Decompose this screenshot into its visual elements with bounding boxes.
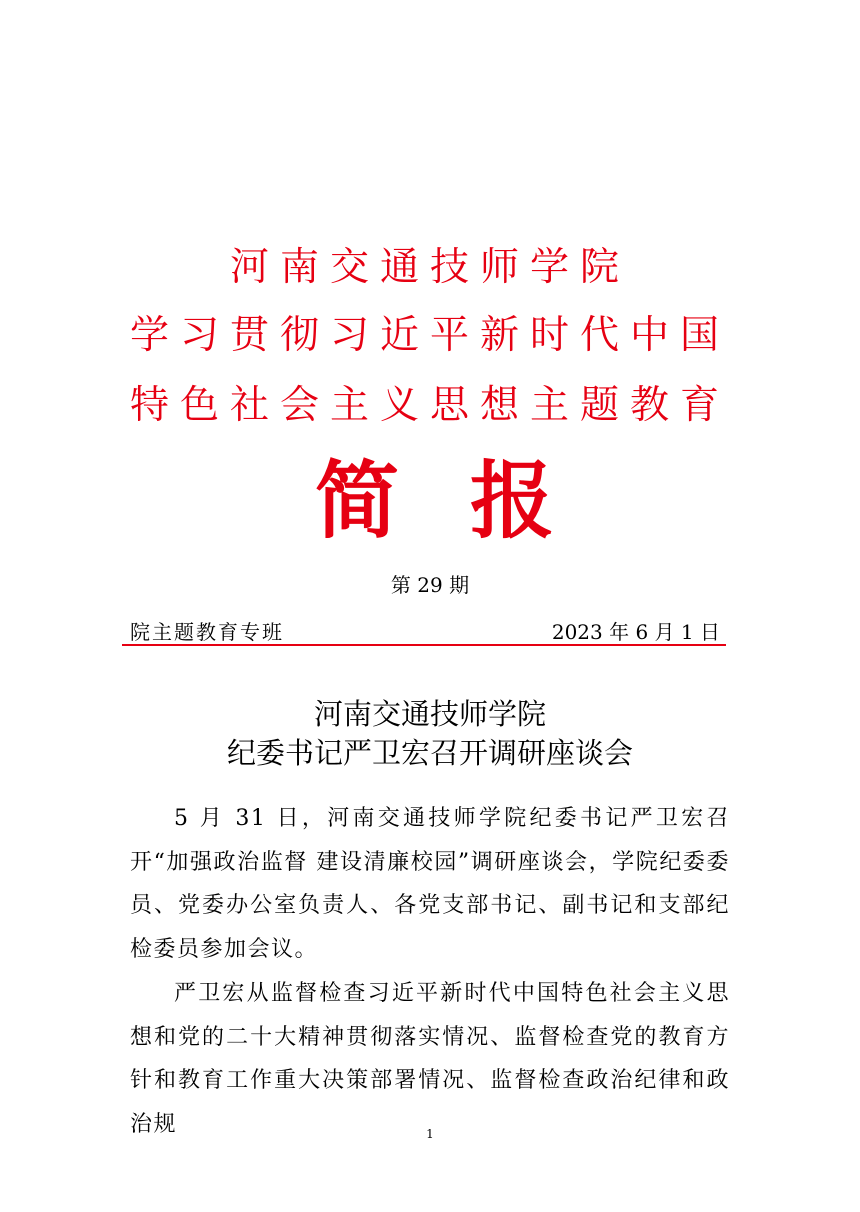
brief-title-char-2: 报 (470, 451, 555, 550)
issue-date: 2023 年 6 月 1 日 (551, 620, 720, 644)
paragraph-1: 5 月 31 日，河南交通技师学院纪委书记严卫宏召开“加强政治监督 建设清廉校园”调研座谈会，学院纪委委员、党委办公室负责人、各党支部书记、副书记和支部纪检委员参加会议。 (130, 806, 730, 963)
masthead-line-school: 河南交通技师学院 (229, 245, 630, 290)
article-body (130, 797, 730, 1147)
issue-number: 第 29 期 (390, 573, 470, 597)
paragraph-2: 严卫宏从监督检查习近平新时代中国特色社会主义思想和党的二十大精神贯彻落实情况、监督检查党的教育方针和教育工作重大决策部署情况、监督检查政治纪律和政治规 (130, 980, 730, 1137)
masthead-line-study: 学习贯彻习近平新时代中国 (129, 313, 730, 358)
issuer: 院主题教育专班 (130, 620, 284, 644)
page-number: 1 (426, 1127, 434, 1141)
brief-title (0, 451, 860, 550)
brief-title-char-1: 简 (315, 451, 400, 550)
article-title-line-2: 纪委书记严卫宏召开调研座谈会 (226, 736, 633, 770)
red-divider (122, 644, 726, 646)
article-title-line-1: 河南交通技师学院 (313, 697, 546, 731)
masthead-line-theme: 特色社会主义思想主题教育 (129, 383, 730, 428)
